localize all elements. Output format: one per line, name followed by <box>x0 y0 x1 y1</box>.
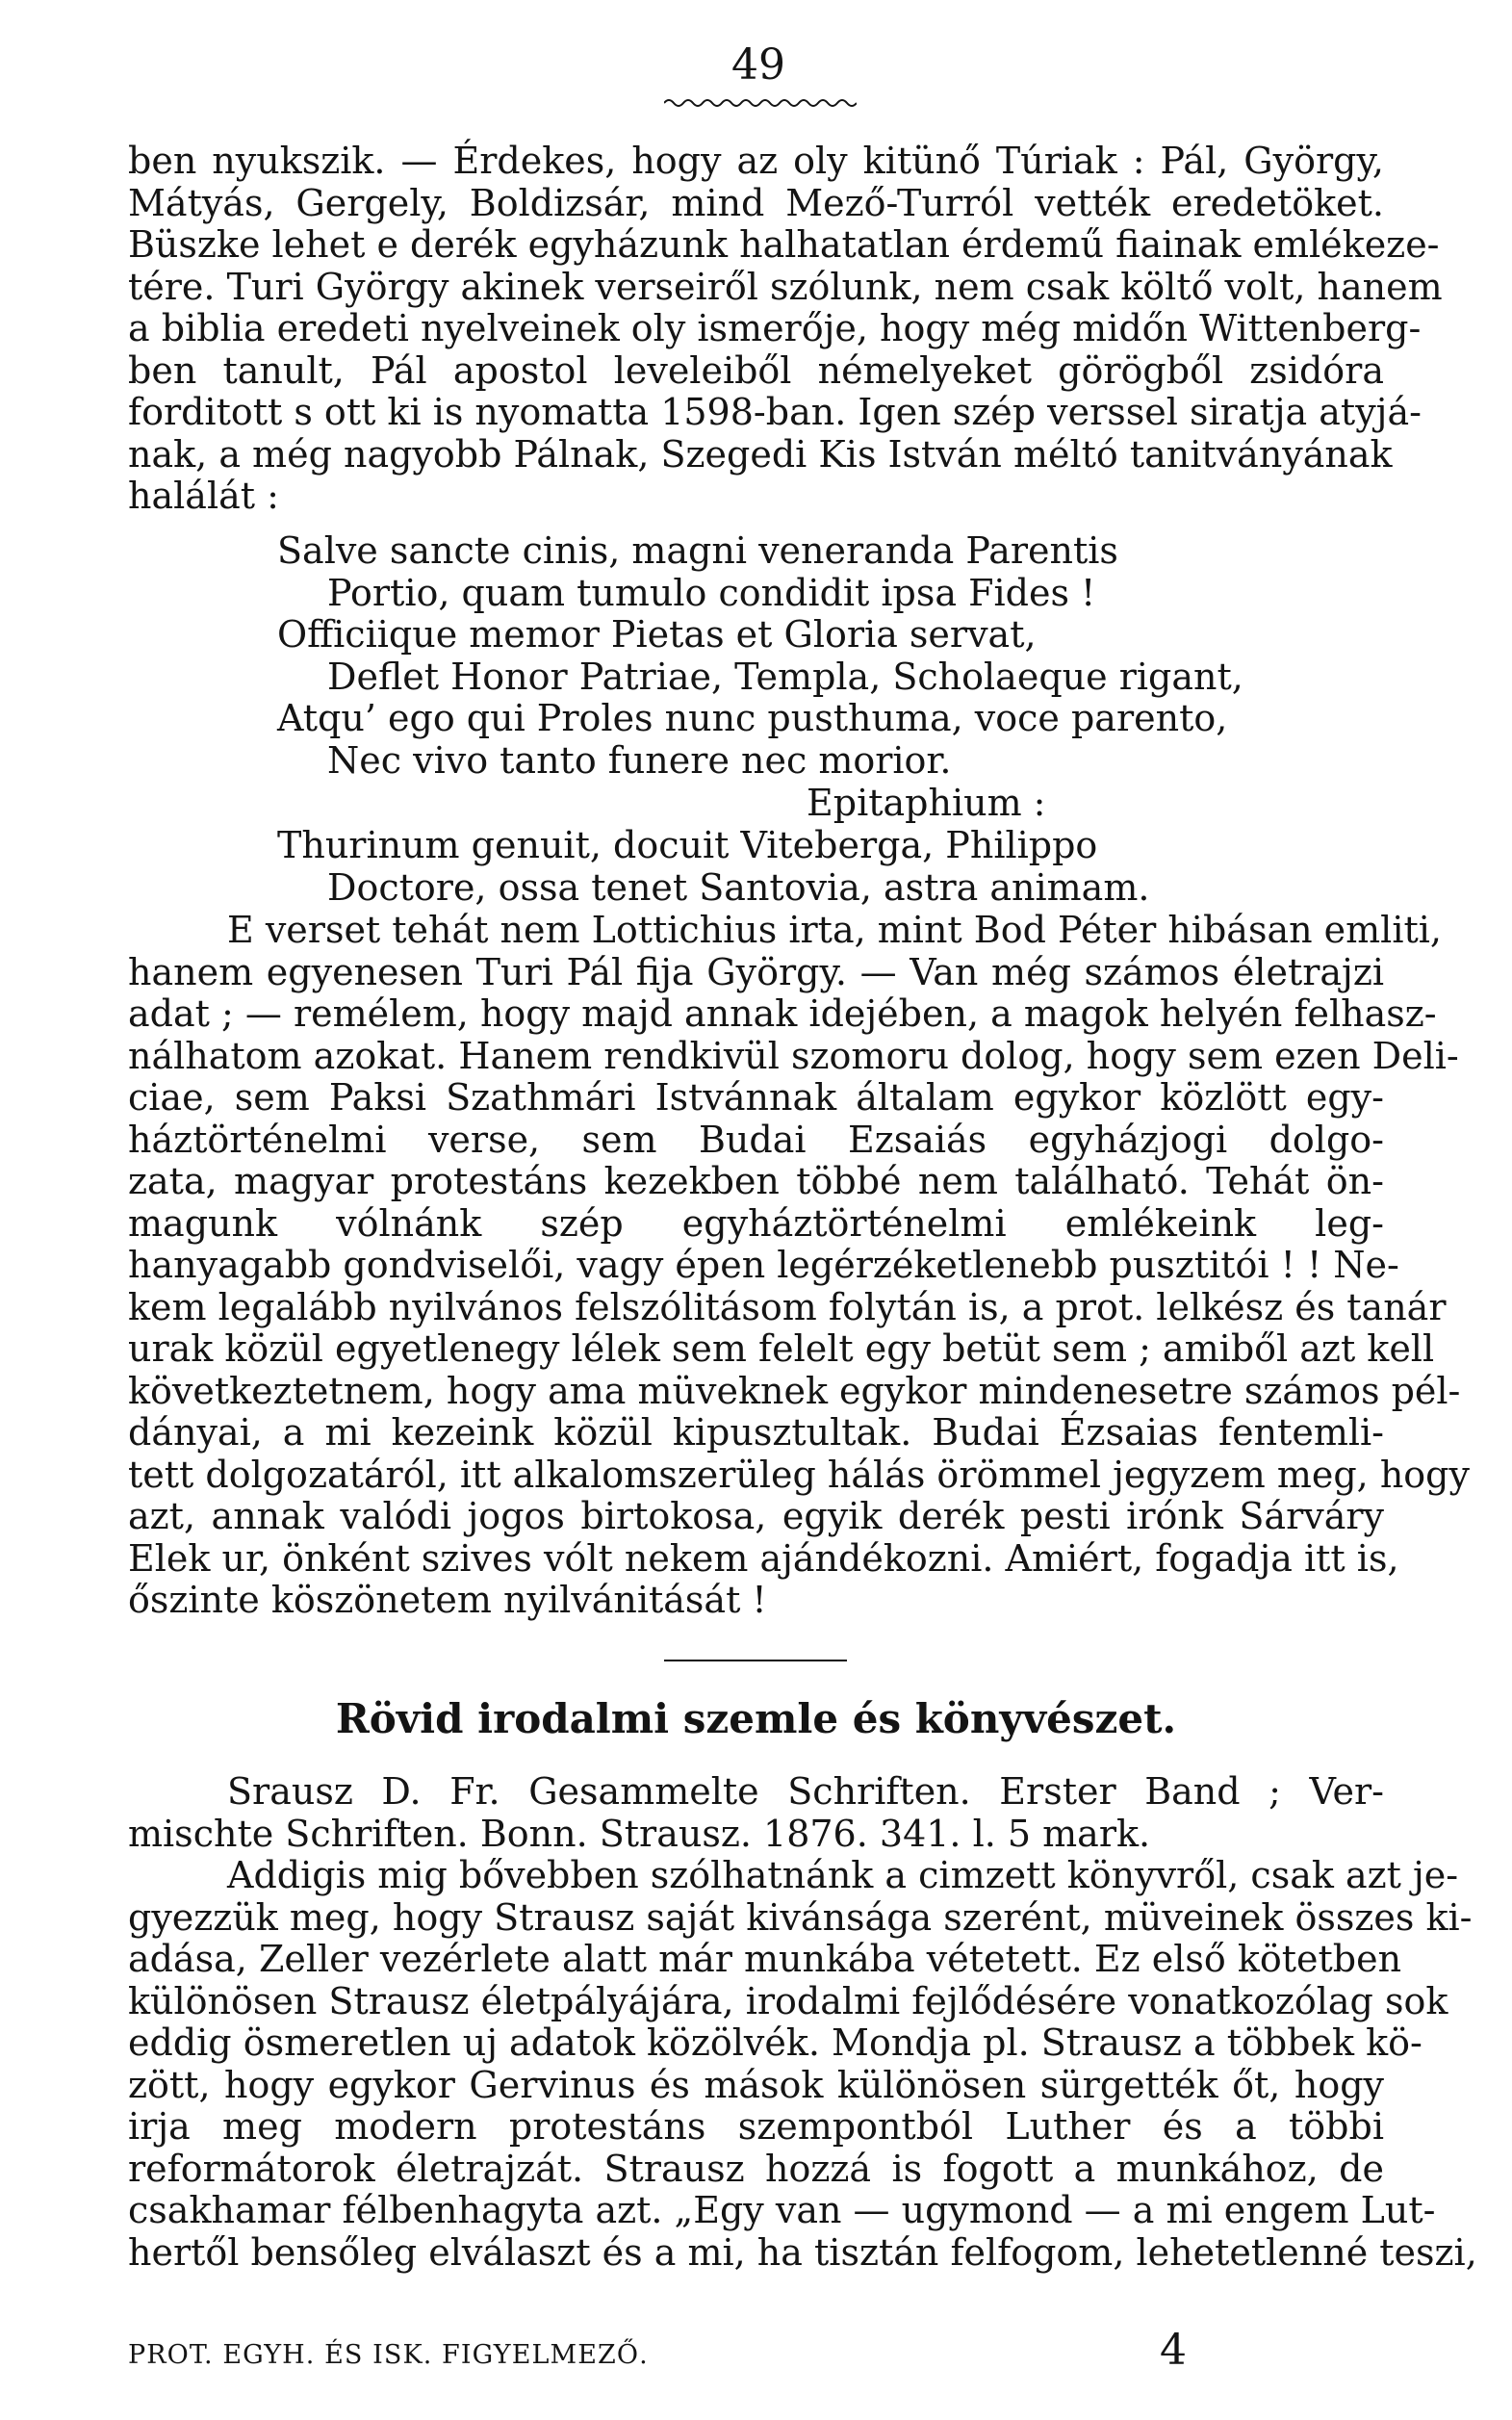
review-text-line: adása, Zeller vezérlete alatt már munkába vétetett. Ez első kötetben <box>128 1938 1402 1980</box>
review-text-line: csakhamar félbenhagyta azt. „Egy van — ugymond — a mi engem Lut- <box>128 2189 1436 2231</box>
review-text-line: eddig ösmeretlen uj adatok közölvék. Mondja pl. Strausz a többek kö- <box>128 2021 1422 2064</box>
page-number-ornament <box>664 96 857 110</box>
review-text-line: zött, hogy egykor Gervinus és mások különösen sürgették őt, hogy <box>128 2063 1384 2106</box>
body-text-line: tett dolgozatáról, itt alkalomszerüleg hálás örömmel jegyzem meg, hogy <box>128 1453 1470 1496</box>
body-text-line: azt, annak valódi jogos birtokosa, egyik derék pesti irónk Sárváry <box>128 1495 1384 1537</box>
body-text-line: Elek ur, önként szives vólt nekem ajándékozni. Amiért, fogadja itt is, <box>128 1536 1399 1580</box>
body-text-line: Büszke lehet e derék egyházunk halhatatlan érdemű fiainak emlékeze- <box>128 223 1440 266</box>
section-title: Rövid irodalmi szemle és könyvészet. <box>335 1695 1177 1742</box>
body-text-line: őszinte köszönetem nyilvánitását ! <box>128 1579 767 1621</box>
epitaph-heading: Epitaphium : <box>807 782 1046 824</box>
body-text-line: tére. Turi György akinek verseiről szólunk, nem csak költő volt, hanem <box>128 265 1443 308</box>
body-text-line: ben nyukszik. — Érdekes, hogy az oly kitünő Túriak : Pál, György, <box>128 140 1384 182</box>
verse-line: Deflet Honor Patriae, Templa, Scholaeque rigant, <box>327 655 1243 698</box>
body-text-line: Mátyás, Gergely, Boldizsár, mind Mező-Turról vették eredetöket. <box>128 181 1384 224</box>
body-text-line: következtetnem, hogy ama müveknek egykor mindenesetre számos pél- <box>128 1369 1461 1412</box>
review-text-line: hertől bensőleg elválaszt és a mi, ha tisztán felfogom, lehetetlenné teszi, <box>128 2230 1477 2274</box>
body-text-line: ciae, sem Paksi Szathmári Istvánnak általam egykor közlött egy- <box>128 1076 1384 1119</box>
body-text-line: adat ; — remélem, hogy majd annak idejében, a magok helyén felhasz- <box>128 992 1437 1035</box>
epitaph-line: Doctore, ossa tenet Santovia, astra animam. <box>327 865 1150 909</box>
body-text-line: kem legalább nyilvános felszólitásom folytán is, a prot. lelkész és tanár <box>128 1285 1447 1328</box>
body-text-line: E verset tehát nem Lottichius irta, mint Bod Péter hibásan emliti, <box>227 909 1442 951</box>
review-text-line: Addigis mig bővebben szólhatnánk a cimzett könyvről, csak azt je- <box>227 1854 1459 1896</box>
body-text-line: nálhatom azokat. Hanem rendkivül szomoru dolog, hogy sem ezen Deli- <box>128 1034 1459 1077</box>
body-text-line: magunk vólnánk szép egyháztörténelmi emlékeink leg- <box>128 1201 1384 1245</box>
verse-line: Atqu’ ego qui Proles nunc pusthuma, voce parento, <box>277 697 1228 739</box>
review-text-line: Srausz D. Fr. Gesammelte Schriften. Erster Band ; Ver- <box>227 1770 1384 1813</box>
footer-signature-number: 4 <box>1160 2326 1187 2375</box>
body-text-line: dányai, a mi kezeink közül kipusztultak. Budai Ézsaias fentemli- <box>128 1411 1384 1454</box>
verse-line: Salve sancte cinis, magni veneranda Parentis <box>277 529 1118 572</box>
verse-line: Officiique memor Pietas et Gloria servat, <box>277 613 1037 656</box>
body-text-line: halálát : <box>128 475 279 517</box>
verse-line: Nec vivo tanto funere nec morior. <box>327 738 952 782</box>
review-text-line: irja meg modern protestáns szempontból Luther és a többi <box>128 2105 1384 2148</box>
body-text-line: ben tanult, Pál apostol leveleiből némelyeket görögből zsidóra <box>128 348 1384 392</box>
page-number: 49 <box>731 40 785 90</box>
body-text-line: hanem egyenesen Turi Pál fija György. — Van még számos életrajzi <box>128 950 1384 993</box>
body-text-line: hanyagabb gondviselői, vagy épen legérzéketlenebb pusztitói ! ! Ne- <box>128 1244 1399 1286</box>
review-text-line: különösen Strausz életpályájára, irodalmi fejlődésére vonatkozólag sok <box>128 1979 1448 2022</box>
body-text-line: háztörténelmi verse, sem Budai Ezsaiás egyházjogi dolgo- <box>128 1118 1384 1161</box>
body-text-line: zata, magyar protestáns kezekben többé nem található. Tehát ön- <box>128 1160 1384 1202</box>
verse-line: Portio, quam tumulo condidit ipsa Fides ! <box>327 571 1096 614</box>
review-text-line: reformátorok életrajzát. Strausz hozzá is fogott a munkához, de <box>128 2147 1384 2190</box>
epitaph-line: Thurinum genuit, docuit Viteberga, Philippo <box>277 824 1098 866</box>
body-text-line: urak közül egyetlenegy lélek sem felelt egy betüt sem ; amiből azt kell <box>128 1327 1435 1370</box>
section-divider <box>664 1660 847 1661</box>
review-text-line: mischte Schriften. Bonn. Strausz. 1876. 341. l. 5 mark. <box>128 1812 1151 1855</box>
body-text-line: nak, a még nagyobb Pálnak, Szegedi Kis István méltó tanitványának <box>128 432 1393 476</box>
body-text-line: forditott s ott ki is nyomatta 1598-ban. Igen szép verssel siratja atyjá- <box>128 391 1422 433</box>
body-text-line: a biblia eredeti nyelveinek oly ismerője, hogy még midőn Wittenberg- <box>128 307 1422 349</box>
review-text-line: gyezzük meg, hogy Strausz saját kivánsága szerént, müveinek összes ki- <box>128 1895 1473 1939</box>
footer-journal-name: PROT. EGYH. ÉS ISK. FIGYELMEZŐ. <box>128 2340 649 2370</box>
